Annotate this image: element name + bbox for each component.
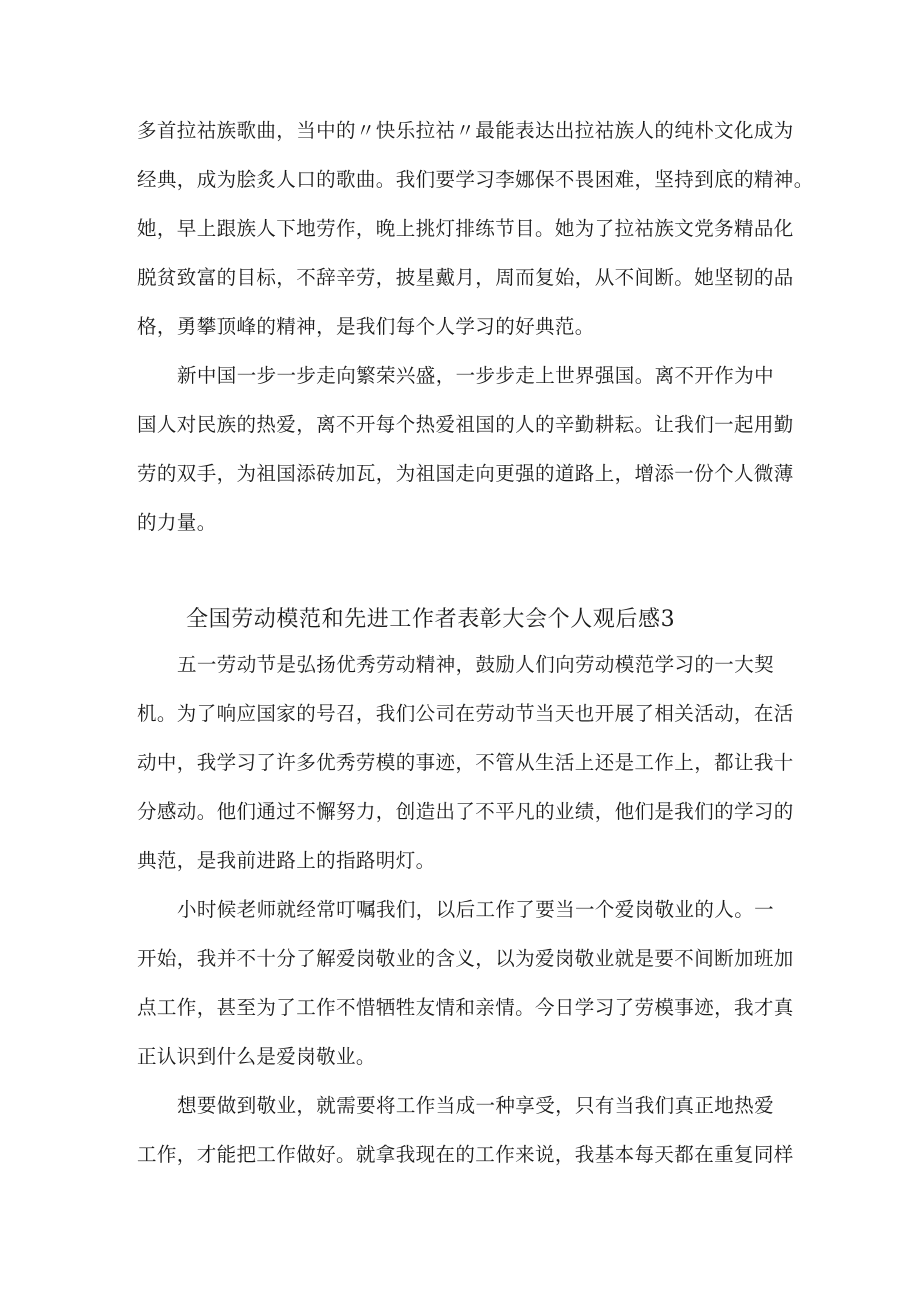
paragraph-line: 多首拉祜族歌曲，当中的〃快乐拉祜〃最能表达出拉祜族人的纯朴文化成为 bbox=[137, 119, 794, 142]
paragraph-line: 动中，我学习了许多优秀劳模的事迹，不管从生活上还是工作上，都让我十 bbox=[137, 751, 794, 774]
paragraph-line: 国人对民族的热爱，离不开每个热爱祖国的人的辛勤耕耘。让我们一起用勤 bbox=[137, 413, 794, 436]
paragraph-line: 新中国一步一步走向繁荣兴盛，一步步走上世界强国。离不开作为中 bbox=[177, 364, 775, 387]
paragraph-line: 开始，我并不十分了解爱岗敬业的含义，以为爱岗敬业就是要不间断加班加 bbox=[137, 947, 794, 970]
paragraph-line: 正认识到什么是爱岗敬业。 bbox=[137, 1045, 376, 1068]
paragraph-line: 点工作，甚至为了工作不惜牺牲友情和亲情。今日学习了劳模事迹，我才真 bbox=[137, 996, 794, 1019]
section-title: 全国劳动模范和先进工作者表彰大会个人观后感3 bbox=[186, 607, 676, 632]
paragraph-line: 机。为了响应国家的号召，我们公司在劳动节当天也开展了相关活动，在活 bbox=[137, 702, 794, 725]
paragraph-line: 的力量。 bbox=[137, 511, 217, 534]
paragraph-line: 经典，成为脍炙人口的歌曲。我们要学习李娜保不畏困难，坚持到底的精神。 bbox=[137, 168, 814, 191]
paragraph-line: 想要做到敬业，就需要将工作当成一种享受，只有当我们真正地热爱 bbox=[177, 1094, 775, 1117]
paragraph-line: 脱贫致富的目标，不辞辛劳，披星戴月，周而复始，从不间断。她坚韧的品 bbox=[137, 266, 794, 289]
paragraph-line: 五一劳动节是弘扬优秀劳动精神，鼓励人们向劳动模范学习的一大契 bbox=[177, 653, 775, 676]
paragraph-line: 工作，才能把工作做好。就拿我现在的工作来说，我基本每天都在重复同样 bbox=[137, 1143, 794, 1166]
paragraph-line: 小时候老师就经常叮嘱我们，以后工作了要当一个爱岗敬业的人。一 bbox=[177, 898, 775, 921]
paragraph-line: 她，早上跟族人下地劳作，晚上挑灯排练节目。她为了拉祜族文党务精品化 bbox=[137, 217, 794, 240]
paragraph-line: 典范，是我前进路上的指路明灯。 bbox=[137, 849, 436, 872]
paragraph-line: 分感动。他们通过不懈努力，创造出了不平凡的业绩，他们是我们的学习的 bbox=[137, 800, 794, 823]
paragraph-line: 格，勇攀顶峰的精神，是我们每个人学习的好典范。 bbox=[137, 315, 595, 338]
paragraph-line: 劳的双手，为祖国添砖加瓦，为祖国走向更强的道路上，增添一份个人微薄 bbox=[137, 462, 794, 485]
